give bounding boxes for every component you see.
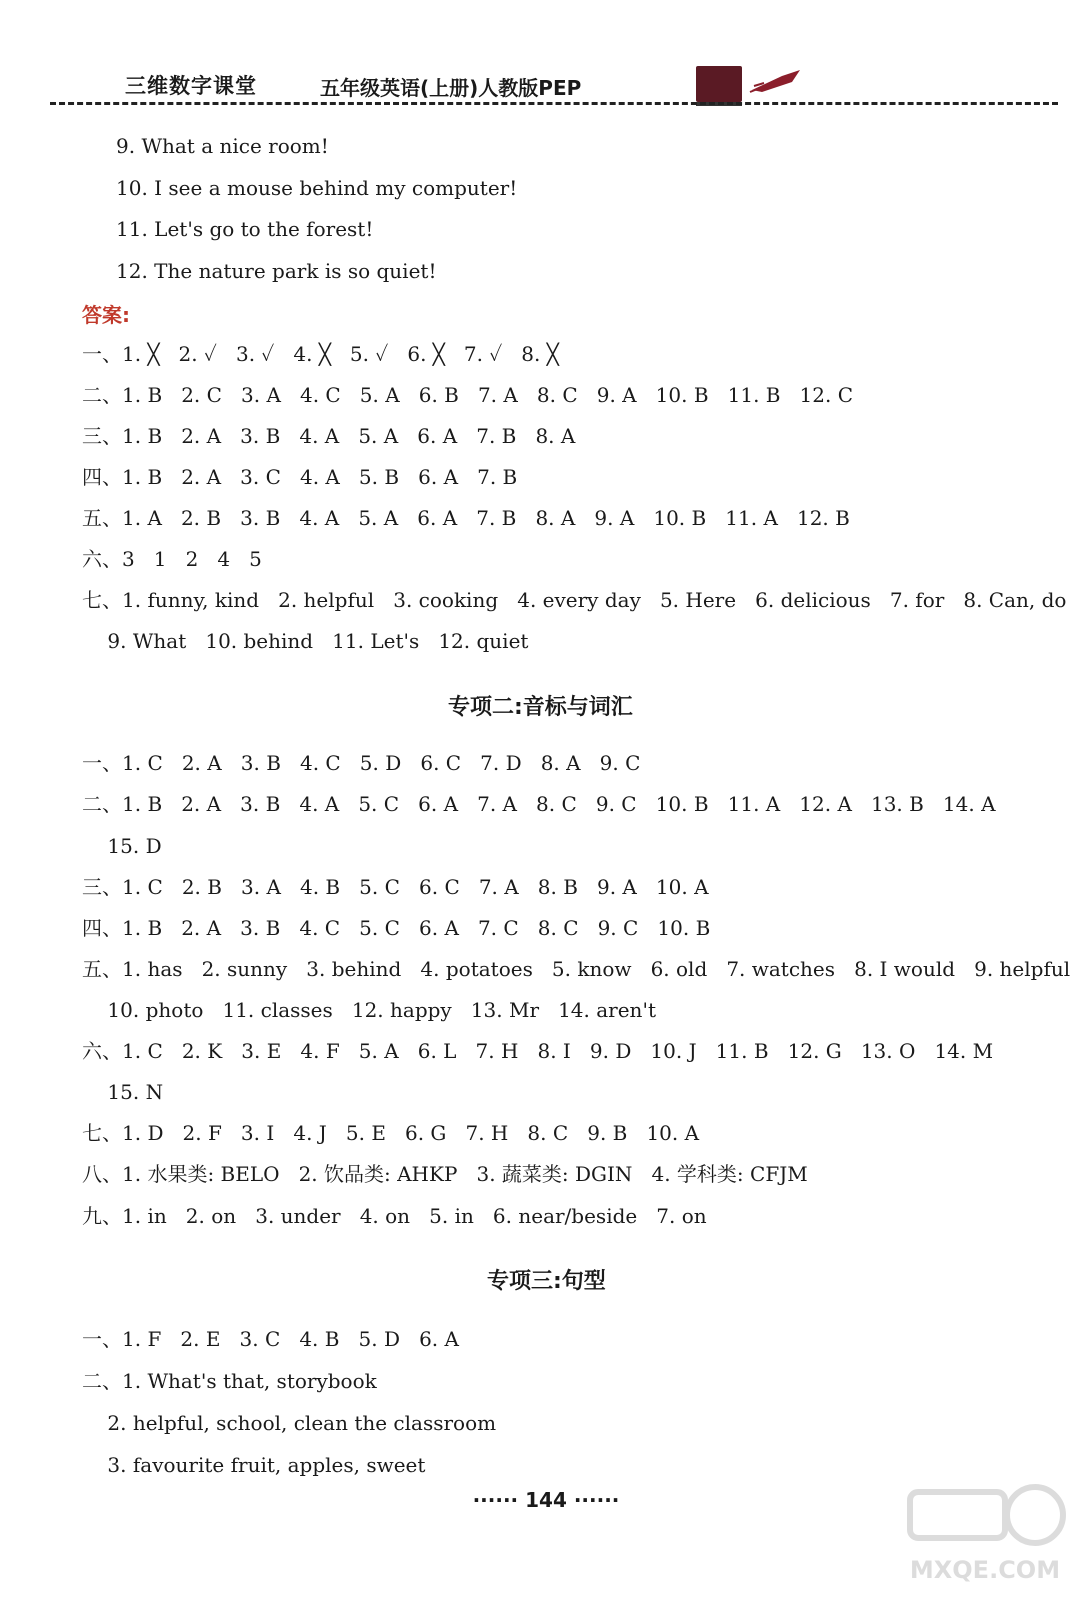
sentence-line: 10. I see a mouse behind my computer! (116, 176, 518, 200)
answer-line: 2. helpful, school, clean the classroom (82, 1411, 497, 1435)
answer-line: 15. D (82, 834, 162, 858)
answer-line: 三、1. B 2. A 3. B 4. A 5. A 6. A 7. B 8. A (82, 424, 576, 448)
answer-line: 四、1. B 2. A 3. B 4. C 5. C 6. A 7. C 8. C 9. C 10. B (82, 916, 711, 940)
watermark-logo (900, 1480, 1070, 1590)
answer-label: 答案: (82, 303, 130, 327)
sentence-line: 11. Let's go to the forest! (116, 217, 374, 241)
answer-line: 10. photo 11. classes 12. happy 13. Mr 14. aren't (82, 998, 656, 1022)
watermark-text: MXQE.COM (909, 1556, 1061, 1584)
answer-line: 9. What 10. behind 11. Let's 12. quiet (82, 629, 529, 653)
book-icon (696, 66, 742, 102)
answer-line: 五、1. A 2. B 3. B 4. A 5. A 6. A 7. B 8. A 9. A 10. B 11. A 12. B (82, 506, 850, 530)
answer-line: 九、1. in 2. on 3. under 4. on 5. in 6. near/beside 7. on (82, 1204, 707, 1228)
answer-line: 二、1. What's that, storybook (82, 1369, 377, 1393)
answer-line: 五、1. has 2. sunny 3. behind 4. potatoes 5. know 6. old 7. watches 8. I would 9. helpful (82, 957, 1071, 981)
answer-line: 一、1. ╳ 2. ✓ 3. ✓ 4. ╳ 5. ✓ 6. ╳ 7. ✓ 8. ╳ (82, 342, 559, 366)
header-book-title: 五年级英语(上册)人教版PEP (320, 76, 582, 100)
answer-line: 15. N (82, 1080, 164, 1104)
header-series-title: 三维数字课堂 (125, 74, 257, 98)
answer-line: 一、1. C 2. A 3. B 4. C 5. D 6. C 7. D 8. A 9. C (82, 751, 641, 775)
rocket-icon (748, 66, 804, 94)
answer-line: 七、1. funny, kind 2. helpful 3. cooking 4. every day 5. Here 6. delicious 7. for 8. Can, do (82, 588, 1067, 612)
page-header (0, 60, 1092, 110)
answer-line: 三、1. C 2. B 3. A 4. B 5. C 6. C 7. A 8. B 9. A 10. A (82, 875, 709, 899)
header-divider (50, 102, 1058, 105)
section-title: 专项二:音标与词汇 (448, 695, 633, 720)
answer-line: 3. favourite fruit, apples, sweet (82, 1453, 426, 1477)
answer-line: 二、1. B 2. A 3. B 4. A 5. C 6. A 7. A 8. C 9. C 10. B 11. A 12. A 13. B 14. A (82, 792, 996, 816)
answer-line: 二、1. B 2. C 3. A 4. C 5. A 6. B 7. A 8. C 9. A 10. B 11. B 12. C (82, 383, 854, 407)
sentence-line: 12. The nature park is so quiet! (116, 259, 437, 283)
answer-line: 七、1. D 2. F 3. I 4. J 5. E 6. G 7. H 8. C 9. B 10. A (82, 1121, 700, 1145)
answer-line: 八、1. 水果类: BELO 2. 饮品类: AHKP 3. 蔬菜类: DGIN 4. 学科类: CFJM (82, 1162, 808, 1186)
answer-line: 四、1. B 2. A 3. C 4. A 5. B 6. A 7. B (82, 465, 518, 489)
answer-line: 六、1. C 2. K 3. E 4. F 5. A 6. L 7. H 8. I 9. D 10. J 11. B 12. G 13. O 14. M (82, 1039, 994, 1063)
answer-line: 六、3 1 2 4 5 (82, 547, 262, 571)
section-title: 专项三:句型 (487, 1269, 606, 1294)
sentence-line: 9. What a nice room! (116, 134, 329, 158)
answer-line: 一、1. F 2. E 3. C 4. B 5. D 6. A (82, 1327, 459, 1351)
page-number: ······ 144 ······ (472, 1488, 620, 1512)
